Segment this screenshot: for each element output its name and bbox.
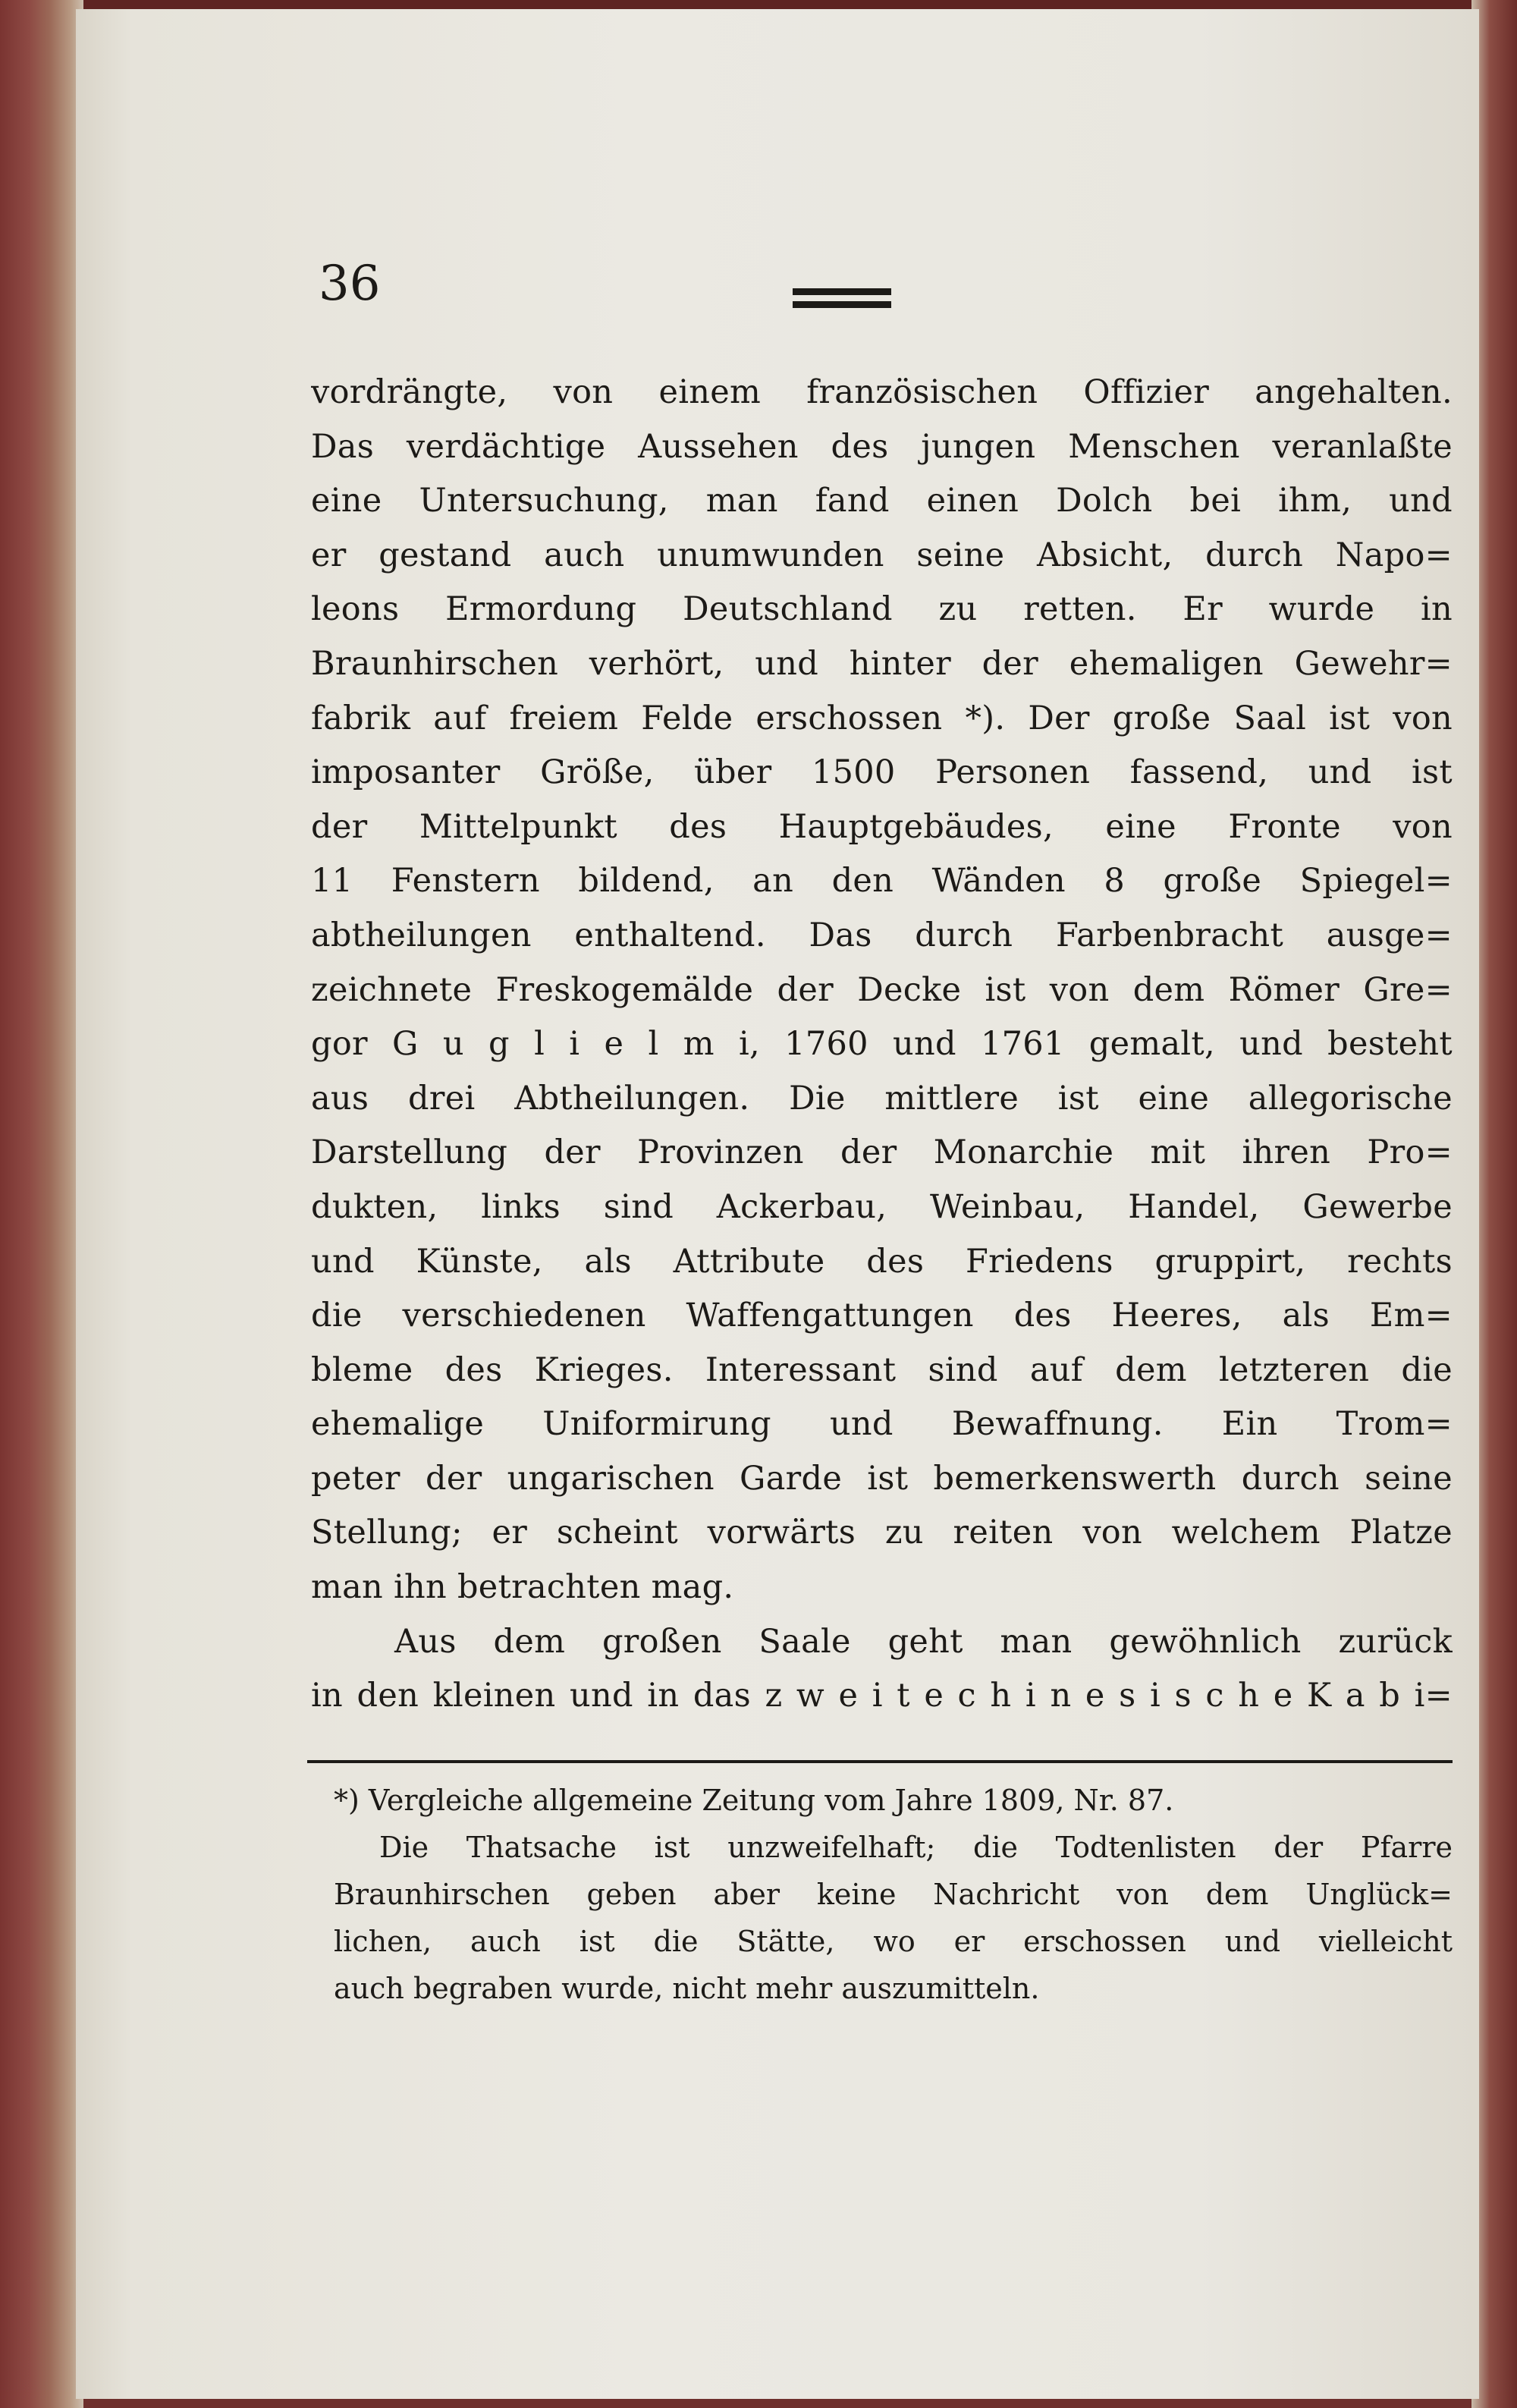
text-line: er gestand auch unumwunden seine Absicht, durch Napo= xyxy=(311,536,1453,574)
text-line: abtheilungen enthaltend. Das durch Farbenbracht ausge= xyxy=(311,916,1453,954)
text-line: und Künste, als Attribute des Friedens gruppirt, rechts xyxy=(311,1242,1453,1281)
footnote-separator xyxy=(307,1760,1453,1763)
text-line: der Mittelpunkt des Hauptgebäudes, eine Fronte von xyxy=(311,807,1453,846)
footnotes xyxy=(334,1777,1453,2012)
text-line: peter der ungarischen Garde ist bemerkenswerth durch seine xyxy=(311,1459,1453,1498)
text-line: fabrik auf freiem Felde erschossen *). Der große Saal ist von xyxy=(311,699,1453,737)
text-line: 11 Fenstern bildend, an den Wänden 8 große Spiegel= xyxy=(311,862,1453,901)
text-line: Das verdächtige Aussehen des jungen Menschen veranlaßte xyxy=(311,427,1453,466)
header-ornament xyxy=(793,288,891,310)
text-line: Stellung; er scheint vorwärts zu reiten von welchem Platze xyxy=(311,1514,1453,1552)
body-text xyxy=(311,366,1453,1724)
text-line: zeichnete Freskogemälde der Decke ist von dem Römer Gre= xyxy=(311,970,1453,1009)
text-line: leons Ermordung Deutschland zu retten. Er wurde in xyxy=(311,590,1453,629)
text-line: aus drei Abtheilungen. Die mittlere ist eine allegorische xyxy=(311,1079,1453,1118)
text-line: man ihn betrachten mag. xyxy=(311,1568,734,1607)
text-line: Braunhirschen verhört, und hinter der ehemaligen Gewehr= xyxy=(311,644,1453,683)
paragraph-start-line: Aus dem großen Saale geht man gewöhnlich zurück xyxy=(394,1622,1453,1661)
page-number: 36 xyxy=(319,256,381,312)
text-line: dukten, links sind Ackerbau, Weinbau, Handel, Gewerbe xyxy=(311,1187,1453,1226)
text-line: vordrängte, von einem französischen Offizier angehalten. xyxy=(311,373,1453,411)
text-line: bleme des Krieges. Interessant sind auf dem letzteren die xyxy=(311,1350,1453,1389)
book-cover-left-edge xyxy=(0,0,83,2408)
footnote-line: Die Thatsache ist unzweifelhaft; die Todtenlisten der Pfarre xyxy=(379,1831,1453,1864)
text-line: die verschiedenen Waffengattungen des Heeres, als Em= xyxy=(311,1297,1453,1335)
ornament-bar xyxy=(793,301,891,308)
ornament-bar xyxy=(793,288,891,295)
footnote-line: Braunhirschen geben aber keine Nachricht von dem Unglück= xyxy=(334,1878,1453,1911)
text-line: eine Untersuchung, man fand einen Dolch bei ihm, und xyxy=(311,482,1453,520)
text-line: in den kleinen und in das z w e i t e c h i n e s i s c h e K a b i= xyxy=(311,1677,1453,1715)
text-line: imposanter Größe, über 1500 Personen fassend, und ist xyxy=(311,753,1453,792)
text-line: ehemalige Uniformirung und Bewaffnung. Ein Trom= xyxy=(311,1405,1453,1444)
footnote-line: auch begraben wurde, nicht mehr auszumitteln. xyxy=(334,1972,1040,2005)
footnote-line: lichen, auch ist die Stätte, wo er erschossen und vielleicht xyxy=(334,1925,1453,1958)
footnote-line: *) Vergleiche allgemeine Zeitung vom Jahre 1809, Nr. 87. xyxy=(334,1784,1174,1817)
text-line: gor G u g l i e l m i, 1760 und 1761 gemalt, und besteht xyxy=(311,1025,1453,1064)
text-line: Darstellung der Provinzen der Monarchie mit ihren Pro= xyxy=(311,1133,1453,1172)
book-page xyxy=(76,9,1479,2399)
